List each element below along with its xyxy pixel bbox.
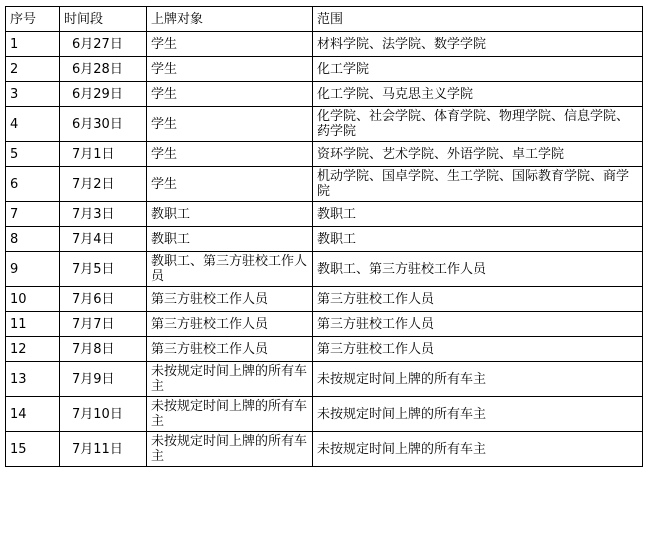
- table-row: [6, 397, 643, 432]
- cell-scope: 教职工、第三方驻校工作人员: [313, 252, 643, 287]
- cell-index: 12: [6, 337, 60, 362]
- cell-target: 学生: [147, 32, 313, 57]
- header-index: 序号: [6, 7, 60, 32]
- cell-scope: 化学院、社会学院、体育学院、物理学院、信息学院、药学院: [313, 107, 643, 142]
- cell-time-period: 7月11日: [60, 432, 147, 467]
- cell-time-period: 6月28日: [60, 57, 147, 82]
- cell-index: 11: [6, 312, 60, 337]
- cell-time-period: 7月4日: [60, 227, 147, 252]
- cell-scope: 化工学院: [313, 57, 643, 82]
- cell-target: 未按规定时间上牌的所有车主: [147, 432, 313, 467]
- cell-time-period: 7月7日: [60, 312, 147, 337]
- cell-index: 7: [6, 202, 60, 227]
- cell-target: 第三方驻校工作人员: [147, 337, 313, 362]
- table-body: [6, 32, 643, 467]
- cell-scope: 第三方驻校工作人员: [313, 312, 643, 337]
- cell-index: 8: [6, 227, 60, 252]
- cell-target: 学生: [147, 167, 313, 202]
- table-row: [6, 57, 643, 82]
- cell-scope: 机动学院、国卓学院、生工学院、国际教育学院、商学院: [313, 167, 643, 202]
- cell-time-period: 7月5日: [60, 252, 147, 287]
- table-row: [6, 227, 643, 252]
- cell-index: 3: [6, 82, 60, 107]
- cell-index: 10: [6, 287, 60, 312]
- table-row: [6, 202, 643, 227]
- cell-index: 13: [6, 362, 60, 397]
- cell-index: 5: [6, 142, 60, 167]
- cell-time-period: 7月2日: [60, 167, 147, 202]
- table-row: [6, 142, 643, 167]
- table-row: [6, 287, 643, 312]
- table-row: [6, 82, 643, 107]
- cell-index: 2: [6, 57, 60, 82]
- cell-time-period: 7月3日: [60, 202, 147, 227]
- cell-time-period: 6月27日: [60, 32, 147, 57]
- cell-target: 教职工: [147, 202, 313, 227]
- table-row: [6, 362, 643, 397]
- cell-scope: 第三方驻校工作人员: [313, 287, 643, 312]
- cell-time-period: 6月30日: [60, 107, 147, 142]
- cell-time-period: 7月6日: [60, 287, 147, 312]
- cell-scope: 未按规定时间上牌的所有车主: [313, 362, 643, 397]
- cell-target: 学生: [147, 142, 313, 167]
- cell-scope: 资环学院、艺术学院、外语学院、卓工学院: [313, 142, 643, 167]
- cell-target: 未按规定时间上牌的所有车主: [147, 362, 313, 397]
- license-plate-schedule-table: [5, 6, 643, 467]
- cell-index: 4: [6, 107, 60, 142]
- cell-scope: 化工学院、马克思主义学院: [313, 82, 643, 107]
- table-row: [6, 32, 643, 57]
- cell-time-period: 7月8日: [60, 337, 147, 362]
- cell-index: 6: [6, 167, 60, 202]
- cell-index: 1: [6, 32, 60, 57]
- cell-index: 14: [6, 397, 60, 432]
- schedule-table-container: [5, 6, 643, 467]
- cell-index: 15: [6, 432, 60, 467]
- cell-target: 第三方驻校工作人员: [147, 312, 313, 337]
- cell-scope: 教职工: [313, 202, 643, 227]
- cell-scope: 材料学院、法学院、数学学院: [313, 32, 643, 57]
- cell-target: 第三方驻校工作人员: [147, 287, 313, 312]
- cell-scope: 教职工: [313, 227, 643, 252]
- cell-time-period: 7月1日: [60, 142, 147, 167]
- cell-target: 教职工、第三方驻校工作人员: [147, 252, 313, 287]
- table-row: [6, 252, 643, 287]
- cell-index: 9: [6, 252, 60, 287]
- cell-target: 学生: [147, 107, 313, 142]
- cell-target: 未按规定时间上牌的所有车主: [147, 397, 313, 432]
- cell-target: 教职工: [147, 227, 313, 252]
- cell-scope: 未按规定时间上牌的所有车主: [313, 432, 643, 467]
- table-row: [6, 167, 643, 202]
- cell-scope: 第三方驻校工作人员: [313, 337, 643, 362]
- header-time-period: 时间段: [60, 7, 147, 32]
- table-row: [6, 432, 643, 467]
- header-scope: 范围: [313, 7, 643, 32]
- cell-target: 学生: [147, 82, 313, 107]
- cell-scope: 未按规定时间上牌的所有车主: [313, 397, 643, 432]
- cell-target: 学生: [147, 57, 313, 82]
- table-row: [6, 337, 643, 362]
- table-row: [6, 107, 643, 142]
- header-target: 上牌对象: [147, 7, 313, 32]
- cell-time-period: 6月29日: [60, 82, 147, 107]
- table-header-row: [6, 7, 643, 32]
- cell-time-period: 7月9日: [60, 362, 147, 397]
- table-row: [6, 312, 643, 337]
- cell-time-period: 7月10日: [60, 397, 147, 432]
